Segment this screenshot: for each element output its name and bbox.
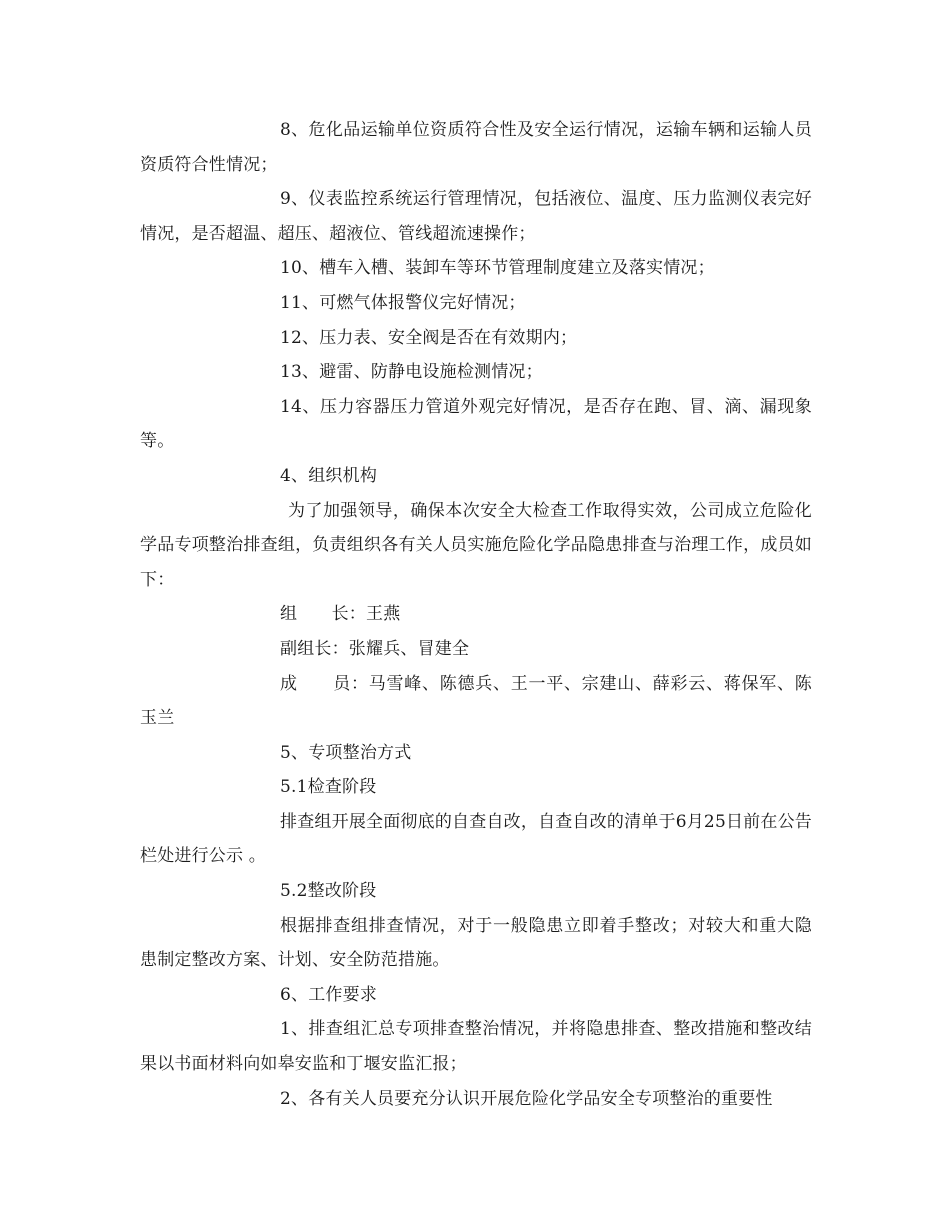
paragraph-requirement-2: 2、各有关人员要充分认识开展危险化学品安全专项整治的重要性	[280, 1088, 773, 1109]
member-deputy-leader: 副组长：张耀兵、冒建全	[280, 638, 470, 659]
section-heading-work-requirements: 6、工作要求	[280, 984, 378, 1005]
section-heading-remediation-method: 5、专项整治方式	[280, 742, 412, 763]
member-list: 成 员：马雪峰、陈德兵、王一平、宗建山、薛彩云、蒋保军、陈玉兰	[140, 673, 812, 729]
paragraph-item-11: 11、可燃气体报警仪完好情况；	[280, 292, 526, 313]
paragraph-item-12: 12、压力表、安全阀是否在有效期内；	[280, 327, 578, 348]
paragraph-item-14: 14、压力容器压力管道外观完好情况，是否存在跑、冒、滴、漏现象等。	[140, 396, 812, 452]
subsection-heading-rectification: 5.2整改阶段	[280, 881, 377, 902]
paragraph-inspection: 排查组开展全面彻底的自查自改，自查自改的清单于6月25日前在公告栏处进行公示 。	[140, 811, 812, 867]
subsection-heading-inspection: 5.1检查阶段	[280, 777, 377, 798]
paragraph-item-13: 13、避雷、防静电设施检测情况；	[280, 362, 543, 383]
paragraph-item-9: 9、仪表监控系统运行管理情况，包括液位、温度、压力监测仪表完好情况，是否超温、超压、超液位、管线超流速操作；	[140, 189, 812, 244]
paragraph-item-8: 8、危化品运输单位资质符合性及安全运行情况，运输车辆和运输人员资质符合性情况；	[140, 120, 812, 175]
paragraph-rectification: 根据排查组排查情况，对于一般隐患立即着手整改；对较大和重大隐患制定整改方案、计划、安全防范措施。	[140, 915, 812, 971]
document-page	[140, 113, 812, 1116]
paragraph-item-10: 10、槽车入槽、装卸车等环节管理制度建立及落实情况；	[280, 258, 715, 279]
section-heading-organization: 4、组织机构	[280, 465, 378, 486]
member-leader: 组 长：王燕	[280, 604, 401, 625]
paragraph-organization-intro: 为了加强领导，确保本次安全大检查工作取得实效，公司成立危险化学品专项整治排查组，负责组织各有关人员实施危险化学品隐患排查与治理工作，成员如下：	[140, 500, 812, 590]
paragraph-requirement-1: 1、排查组汇总专项排查整治情况，并将隐患排查、整改措施和整改结果以书面材料向如皋安监和丁堰安监汇报；	[140, 1019, 812, 1075]
